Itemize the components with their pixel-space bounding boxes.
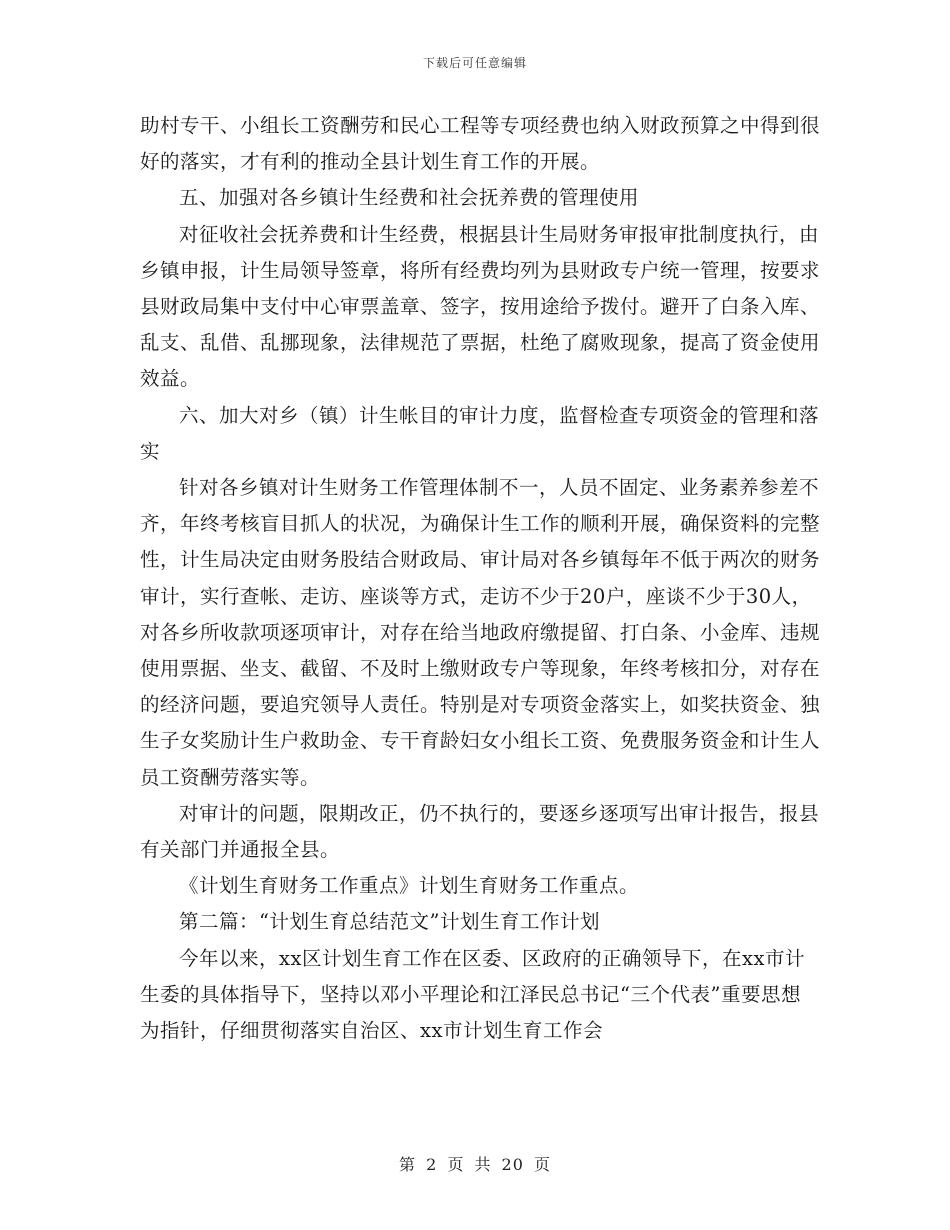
section-heading: 六、加大对乡（镇）计生帐目的审计力度，监督检查专项资金的管理和落实 — [140, 403, 820, 463]
section-heading: 第二篇：“计划生育总结范文”计划生育工作计划 — [179, 910, 600, 934]
paragraph: 针对各乡镇对计生财务工作管理体制不一，人员不固定、业务素养参差不齐，年终考核盲目抓人的状况，为确保计生工作的顺利开展，确保资料的完整性，计生局决定由财务股结合财政局、审计局对各乡镇每年不低于两次的财务审计，实行查帐、走访、座谈等方式，走访不少于20户，座谈不少于30人，对各乡所收款项逐项审计，对存在给当地政府缴提留、打白条、小金库、违规使用票据、坐支、截留、不及时上缴财政专户等现象，年终考核扣分，对存在的经济问题，要追究领导人责任。特别是对专项资金落实上，如奖扶资金、独生子女奖励计生户救助金、专干育龄妇女小组长工资、免费服务资金和计生人员工资酬劳落实等。 — [140, 476, 821, 789]
paragraph: 《计划生育财务工作重点》计划生育财务工作重点。 — [179, 874, 640, 898]
section-heading: 五、加强对各乡镇计生经费和社会抚养费的管理使用 — [179, 186, 640, 210]
paragraph: 对审计的问题，限期改正，仍不执行的，要逐乡逐项写出审计报告，报县有关部门并通报全县。 — [140, 801, 820, 862]
body-text — [140, 108, 820, 1049]
paragraph: 对征收社会抚养费和计生经费，根据县计生局财务审报审批制度执行，由乡镇申报，计生局领导签章，将所有经费均列为县财政专户统一管理，按要求县财政局集中支付中心审票盖章、签字，按用途给予拨付。避开了白条入库、乱支、乱借、乱挪现象，法律规范了票据，杜绝了腐败现象，提高了资金使用效益。 — [140, 222, 821, 391]
paragraph: 今年以来，xx区计划生育工作在区委、区政府的正确领导下，在xx市计生委的具体指导下，坚持以邓小平理论和江泽民总书记“三个代表”重要思想为指针，仔细贯彻落实自治区、xx市计划生育工作会 — [140, 946, 805, 1043]
page-header: 下载后可任意编辑 — [422, 56, 527, 70]
page-number-footer: 第 2 页 共 20 页 — [399, 1155, 551, 1174]
paragraph: 助村专干、小组长工资酬劳和民心工程等专项经费也纳入财政预算之中得到很好的落实，才有利的推动全县计划生育工作的开展。 — [140, 114, 821, 174]
